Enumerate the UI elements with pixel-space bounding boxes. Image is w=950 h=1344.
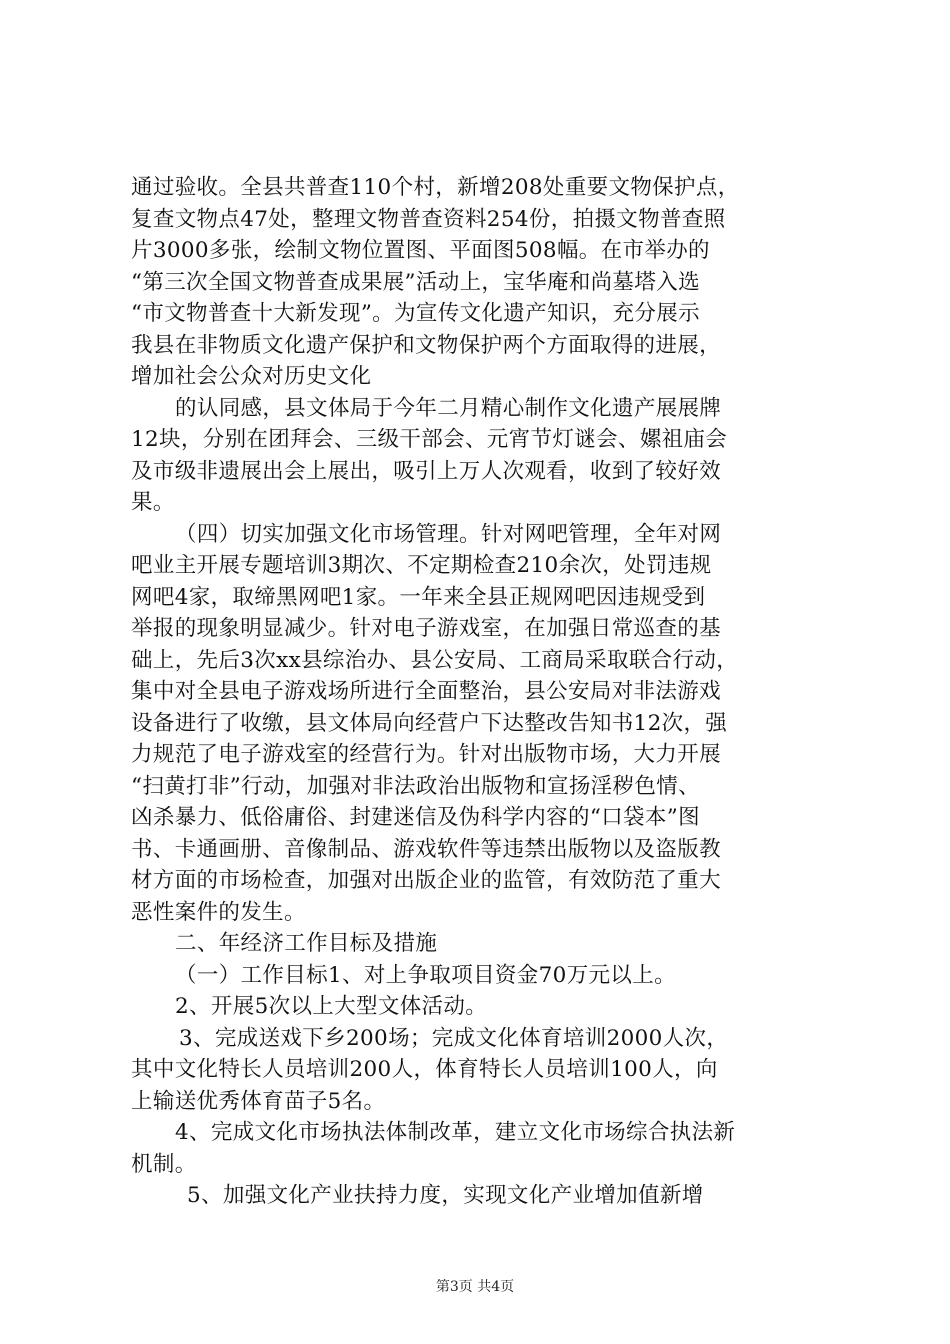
text-line: 础上，先后3次xx县综治办、县公安局、工商局采取联合行动， (131, 647, 739, 673)
text-line: 材方面的市场检查，加强对出版企业的监管，有效防范了重大 (131, 868, 721, 893)
text-line: （一）工作目标1、对上争取项目资金70万元以上。 (175, 962, 676, 988)
text-line: 我县在非物质文化遗产保护和文物保护两个方面取得的进展， (131, 332, 721, 358)
text-line: 12块，分别在团拜会、三级干部会、元宵节灯谜会、嫘祖庙会 (131, 427, 728, 452)
text-line: “第三次全国文物普查成果展”活动上，宝华庵和尚墓塔入选 (131, 269, 700, 295)
text-line: （四）切实加强文化市场管理。针对网吧管理，全年对网 (175, 521, 722, 547)
text-line: 4、完成文化市场执法体制改革，建立文化市场综合执法新 (175, 1120, 736, 1145)
text-line: “市文物普查十大新发现”。为宣传文化遗产知识，充分展示 (131, 301, 700, 326)
text-line: 吧业主开展专题培训3期次、不定期检查210余次，处罚违规 (131, 553, 712, 578)
text-line: 2、开展5次以上大型文体活动。 (175, 994, 488, 1019)
text-line: 凶杀暴力、低俗庸俗、封建迷信及伪科学内容的“口袋本”图 (131, 805, 700, 830)
text-line: 力规范了电子游戏室的经营行为。针对出版物市场，大力开展 (131, 742, 721, 767)
text-line: 片3000多张，绘制文物位置图、平面图508幅。在市举办的 (131, 238, 710, 263)
text-line: 恶性案件的发生。 (131, 899, 306, 925)
text-line: 书、卡通画册、音像制品、游戏软件等违禁出版物以及盗版教 (131, 836, 721, 862)
text-line: 的认同感，县文体局于今年二月精心制作文化遗产展展牌 (175, 395, 722, 421)
text-line: 举报的现象明显减少。针对电子游戏室，在加强日常巡查的基 (131, 616, 721, 641)
text-line: 网吧4家，取缔黑网吧1家。一年来全县正规网吧因违规受到 (131, 584, 706, 610)
text-line: 增加社会公众对历史文化 (131, 364, 372, 389)
text-line: 集中对全县电子游戏场所进行全面整治，县公安局对非法游戏 (131, 679, 721, 704)
text-line: 机制。 (131, 1151, 197, 1177)
text-line: 复查文物点47处，整理文物普查资料254份，拍摄文物普查照 (131, 206, 726, 232)
text-line: 果。 (131, 490, 175, 515)
text-line: 5、加强文化产业扶持力度，实现文化产业增加值新增 (187, 1183, 704, 1208)
text-line: 3、完成送戏下乡200场；完成文化体育培训2000人次， (179, 1025, 729, 1051)
text-line: 通过验收。全县共普查110个村，新增208处重要文物保护点， (131, 175, 740, 200)
text-line: 及市级非遗展出会上展出，吸引上万人次观看，收到了较好效 (131, 458, 721, 484)
text-line: 二、年经济工作目标及措施 (175, 931, 438, 956)
text-line: 设备进行了收缴，县文体局向经营户下达整改告知书12次，强 (131, 710, 728, 736)
document-body (131, 172, 831, 1212)
text-line: 其中文化特长人员培训200人，体育特长人员培训100人，向 (131, 1057, 718, 1082)
text-line: “扫黄打非”行动，加强对非法政治出版物和宣扬淫秽色情、 (131, 773, 700, 799)
text-line: 上输送优秀体育苗子5名。 (131, 1088, 386, 1114)
page-footer: 第3页 共4页 (435, 1279, 515, 1295)
